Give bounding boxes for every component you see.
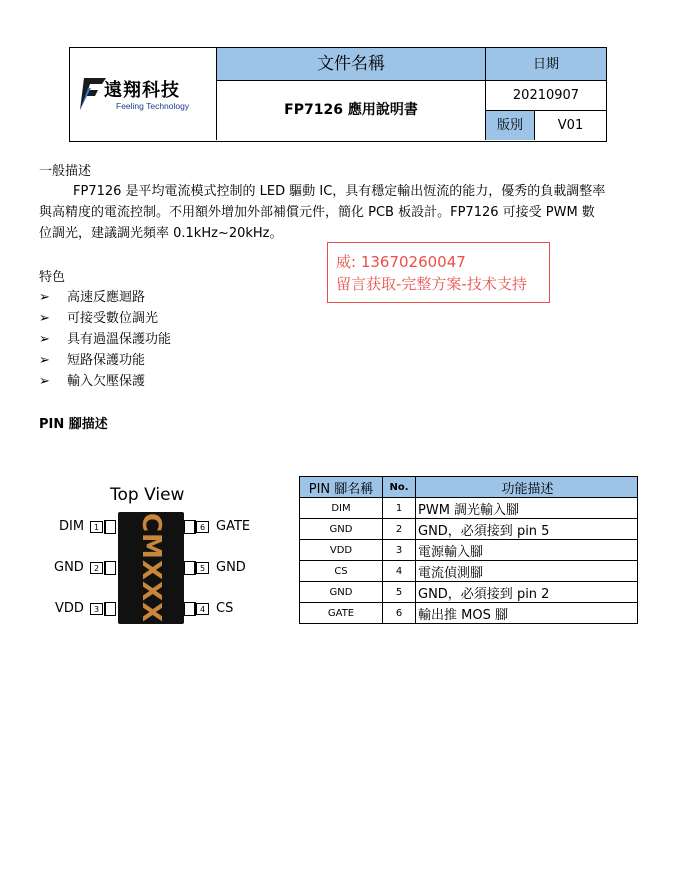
pin-name-cell: GND <box>300 519 383 540</box>
list-item <box>39 329 171 350</box>
feature-text: 具有過溫保護功能 <box>67 332 172 347</box>
logo-cell <box>70 48 217 140</box>
table-row <box>300 498 638 519</box>
pin-no-cell: 1 <box>383 498 416 519</box>
features-heading: 特色 <box>39 270 66 285</box>
feature-text: 高速反應迴路 <box>67 290 146 305</box>
description-line: 位調光，建議調光頻率 0.1kHz~20kHz。 <box>39 226 283 241</box>
feature-text: 輸入欠壓保護 <box>67 374 146 389</box>
pin-lead <box>184 561 196 575</box>
pin-label-right: GATE <box>216 519 251 534</box>
description-line: 與高精度的電流控制。不用額外增加外部補償元件，簡化 PCB 板設計。FP7126 可接受 PWM 數 <box>39 205 595 220</box>
pin-heading: PIN 腳描述 <box>39 417 108 432</box>
pin-desc-cell: PWM 調光輸入腳 <box>416 498 638 519</box>
pin-name-cell: CS <box>300 561 383 582</box>
pin-number: 4 <box>196 603 209 615</box>
pin-label-left: VDD <box>55 601 84 616</box>
table-row <box>300 582 638 603</box>
list-item <box>39 308 171 329</box>
pin-label-left: DIM <box>59 519 85 534</box>
table-row <box>300 561 638 582</box>
pin-lead <box>104 561 116 575</box>
table-row <box>300 603 638 624</box>
doc-name: FP7126 應用說明書 <box>217 81 486 140</box>
table-header-cell: PIN 腳名稱 <box>300 477 383 498</box>
version-label: 版別 <box>486 111 535 140</box>
company-name-cn: 遠翔科技 <box>104 80 180 101</box>
description-heading: 一般描述 <box>39 164 92 179</box>
pin-label-right: CS <box>216 601 234 616</box>
date-label: 日期 <box>486 48 606 81</box>
pin-lead <box>104 602 116 616</box>
pin-desc-cell: GND，必須接到 pin 2 <box>416 582 638 603</box>
contact-note: 留言获取-完整方案-技术支持 <box>336 275 527 293</box>
pin-no-cell: 5 <box>383 582 416 603</box>
pin-desc-cell: 輸出推 MOS 腳 <box>416 603 638 624</box>
features-list <box>39 287 171 392</box>
list-item <box>39 287 171 308</box>
bullet-icon: ➢ <box>39 374 50 389</box>
pin-lead <box>104 520 116 534</box>
pin-number: 1 <box>90 521 103 533</box>
bullet-icon: ➢ <box>39 332 50 347</box>
pin-no-cell: 2 <box>383 519 416 540</box>
list-item <box>39 350 171 371</box>
diagram-title: Top View <box>110 485 185 505</box>
bullet-icon: ➢ <box>39 353 50 368</box>
document-header-table <box>69 47 607 142</box>
list-item <box>39 371 171 392</box>
contact-stamp <box>327 242 550 303</box>
pin-name-cell: GATE <box>300 603 383 624</box>
pin-name-cell: DIM <box>300 498 383 519</box>
bullet-icon: ➢ <box>39 311 50 326</box>
table-row <box>300 519 638 540</box>
bullet-icon: ➢ <box>39 290 50 305</box>
pin-description-table <box>299 476 638 624</box>
pin-desc-cell: GND，必須接到 pin 5 <box>416 519 638 540</box>
pin-no-cell: 4 <box>383 561 416 582</box>
pin-number: 5 <box>196 562 209 574</box>
pin-name-cell: VDD <box>300 540 383 561</box>
pin-label-right: GND <box>216 560 246 575</box>
table-header-row <box>300 477 638 498</box>
pin-desc-cell: 電流偵測腳 <box>416 561 638 582</box>
contact-phone: 威: 13670260047 <box>336 253 466 271</box>
version-value: V01 <box>557 118 584 133</box>
table-header-cell: No. <box>383 477 416 498</box>
table-row <box>300 540 638 561</box>
pin-label-left: GND <box>54 560 84 575</box>
pin-number: 6 <box>196 521 209 533</box>
description-line: FP7126 是平均電流模式控制的 LED 驅動 IC，具有穩定輸出恆流的能力，優秀的負載調整率 <box>73 184 606 199</box>
feature-text: 可接受數位調光 <box>67 311 159 326</box>
ic-marking: CMXXX <box>136 512 166 624</box>
table-header-cell: 功能描述 <box>416 477 638 498</box>
feature-text: 短路保護功能 <box>67 353 146 368</box>
description-paragraph <box>39 181 649 244</box>
pin-no-cell: 6 <box>383 603 416 624</box>
pin-desc-cell: 電源輸入腳 <box>416 540 638 561</box>
pin-number: 3 <box>90 603 103 615</box>
company-name-en: Feeling Technology <box>116 101 190 111</box>
pin-no-cell: 3 <box>383 540 416 561</box>
date-value: 20210907 <box>486 81 606 111</box>
pin-lead <box>184 602 196 616</box>
doc-name-label: 文件名稱 <box>217 48 486 81</box>
pin-lead <box>184 520 196 534</box>
pin-name-cell: GND <box>300 582 383 603</box>
pin-number: 2 <box>90 562 103 574</box>
